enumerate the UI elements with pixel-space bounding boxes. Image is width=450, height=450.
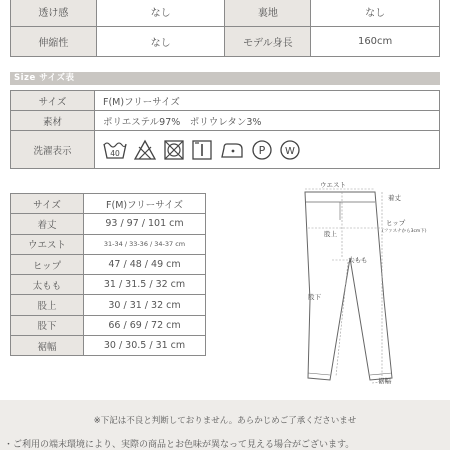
lining-value: なし xyxy=(311,0,440,27)
attribute-row xyxy=(11,27,440,57)
hip-label: ヒップ xyxy=(386,219,406,227)
pants-measurement-diagram xyxy=(260,180,440,390)
waist-label: ウエスト xyxy=(320,181,346,189)
material-row xyxy=(11,111,440,131)
section-title: Size サイズ表 xyxy=(14,73,75,83)
measure-label: ウエスト xyxy=(11,234,84,254)
dry-clean-p-icon xyxy=(251,139,273,161)
measure-value: 31-34 / 33-36 / 34-37 cm xyxy=(84,234,206,254)
size-label: サイズ xyxy=(11,91,95,111)
measure-label: 裾幅 xyxy=(11,336,84,356)
material-label: 素材 xyxy=(11,111,95,131)
no-tumble-dry-icon xyxy=(163,139,185,161)
measurement-row xyxy=(11,295,206,315)
wash-40-icon xyxy=(103,139,127,161)
sheerness-value: なし xyxy=(96,0,225,27)
measure-label: 太もも xyxy=(11,275,84,295)
measure-value: 66 / 69 / 72 cm xyxy=(84,315,206,335)
measure-label: 着丈 xyxy=(11,214,84,234)
thigh-label: 太もも xyxy=(348,256,368,264)
dry-clean-text: P xyxy=(258,143,266,157)
rise-label: 股上 xyxy=(324,230,337,238)
lining-label: 裏地 xyxy=(225,0,311,27)
measurement-row xyxy=(11,214,206,234)
hip-note-label: (ファスナから3cm下) xyxy=(382,229,427,234)
measurement-row xyxy=(11,275,206,295)
measure-value: 30 / 31 / 32 cm xyxy=(84,295,206,315)
measure-value: 31 / 31.5 / 32 cm xyxy=(84,275,206,295)
attribute-table xyxy=(10,0,440,57)
measurement-row xyxy=(11,336,206,356)
measure-label: ヒップ xyxy=(11,254,84,274)
notice-footer xyxy=(0,400,450,450)
length-label: 着丈 xyxy=(388,194,401,202)
wet-clean-w-icon xyxy=(279,139,301,161)
wash-temp-text: 40 xyxy=(110,148,120,158)
measure-label: 股上 xyxy=(11,295,84,315)
measurement-row xyxy=(11,254,206,274)
line-dry-icon xyxy=(191,139,213,161)
measurement-row xyxy=(11,315,206,335)
attribute-row xyxy=(11,0,440,27)
care-row xyxy=(11,131,440,169)
iron-low-icon xyxy=(219,139,245,161)
notice-heading: ※下記は不良と判断しておりません。あらかじめご了承くださいませ xyxy=(93,416,357,426)
notice-item: ・ご利用の端末環境により、実際の商品とお色味が異なって見える場合がございます。 xyxy=(4,440,355,450)
size-row xyxy=(11,91,440,111)
size-value: F(M)フリーサイズ xyxy=(95,91,440,111)
care-label: 洗濯表示 xyxy=(11,131,95,169)
stretch-label: 伸縮性 xyxy=(11,27,97,57)
wet-clean-text: W xyxy=(285,145,295,157)
measure-label: サイズ xyxy=(11,194,84,214)
measure-value: 93 / 97 / 101 cm xyxy=(84,214,206,234)
sheerness-label: 透け感 xyxy=(11,0,97,27)
measure-value: 30 / 30.5 / 31 cm xyxy=(84,336,206,356)
material-value: ポリエステル97% ポリウレタン3% xyxy=(95,111,440,131)
pants-illustration xyxy=(260,180,440,390)
no-bleach-icon xyxy=(133,139,157,161)
care-icons xyxy=(95,131,440,169)
inseam-label: 股下 xyxy=(308,293,321,301)
measurement-row xyxy=(11,234,206,254)
size-section-header xyxy=(10,72,440,85)
measurement-table xyxy=(10,193,206,356)
model-height-label: モデル身長 xyxy=(225,27,311,57)
measure-value: 47 / 48 / 49 cm xyxy=(84,254,206,274)
measurement-row xyxy=(11,194,206,214)
hem-label: 裾幅 xyxy=(378,377,391,385)
model-height-value: 160cm xyxy=(311,27,440,57)
measure-label: 股下 xyxy=(11,315,84,335)
stretch-value: なし xyxy=(96,27,225,57)
size-info-table xyxy=(10,90,440,169)
measure-value: F(M)フリーサイズ xyxy=(84,194,206,214)
